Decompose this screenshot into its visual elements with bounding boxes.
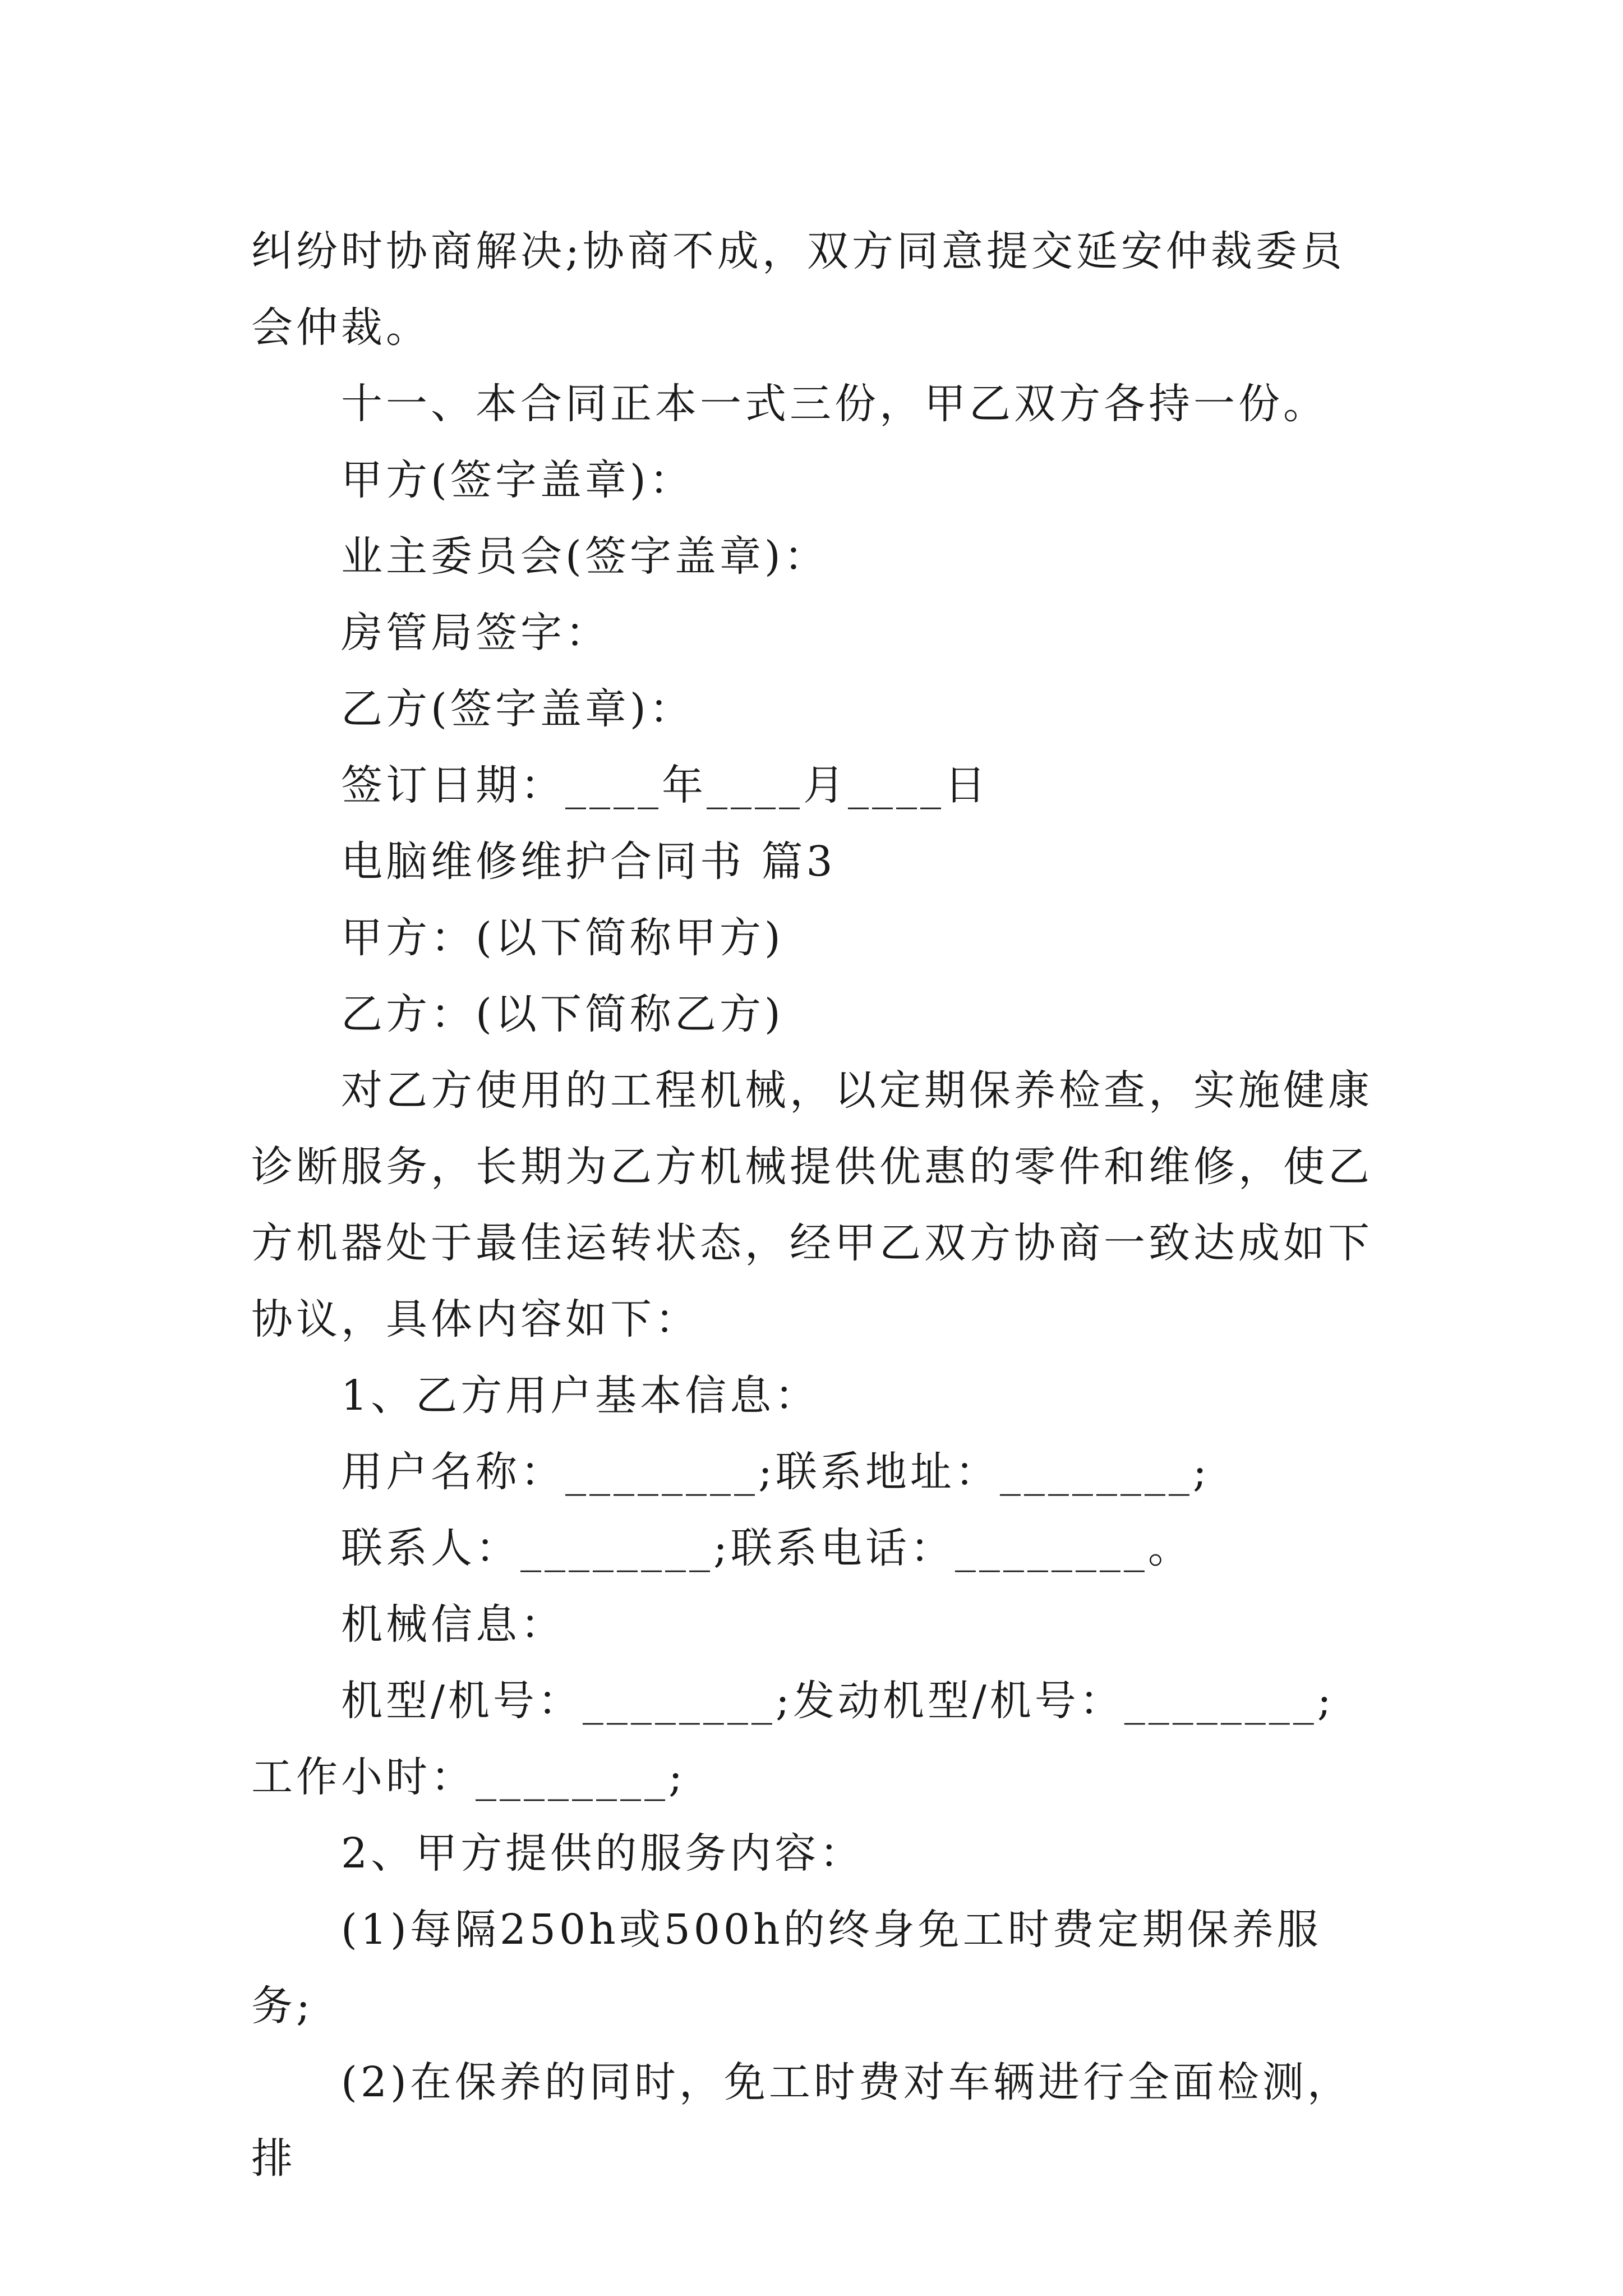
signature-party-a: 甲方(签字盖章)： [341,456,694,504]
paragraph-clause-eleven: 十一、本合同正本一式三份，甲乙双方各持一份。 [341,380,1328,428]
party-b-definition: 乙方：(以下简称乙方) [341,990,784,1038]
heading-machine-info: 机械信息： [341,1600,565,1649]
party-a-definition: 甲方：(以下简称甲方) [341,914,784,962]
paragraph-preamble: 对乙方使用的工程机械，以定期保养检查，实施健康诊断服务，长期为乙方机械提供优惠的零件和维修，使乙方机器处于最佳运转状态，经甲乙双方协商一致达成如下协议，具体内容如下： [251,1066,1373,1343]
field-contact-phone: 联系人：________;联系电话：________。 [341,1524,1193,1572]
service-item-2: (2)在保养的同时，免工时费对车辆进行全面检测，排 [251,2058,1352,2183]
field-machine-details: 机型/机号：________;发动机型/机号：________;工作小时：________; [251,1677,1335,1801]
heading-user-info: 1、乙方用户基本信息： [341,1372,820,1420]
paragraph-dispute-resolution: 纠纷时协商解决;协商不成，双方同意提交延安仲裁委员会仲裁。 [251,227,1345,352]
signature-party-b: 乙方(签字盖章)： [341,685,694,733]
signature-housing-bureau: 房管局签字： [341,609,610,657]
service-item-1: (1)每隔250h或500h的终身免工时费定期保养服务; [251,1906,1322,2030]
document-body [251,213,1378,2197]
section-title: 电脑维修维护合同书 篇3 [341,838,836,886]
signature-owners-committee: 业主委员会(签字盖章)： [341,532,829,581]
heading-services: 2、甲方提供的服务内容： [341,1829,865,1878]
signing-date: 签订日期：____年____月____日 [341,761,989,809]
field-user-name-address: 用户名称：________;联系地址：________; [341,1448,1210,1496]
